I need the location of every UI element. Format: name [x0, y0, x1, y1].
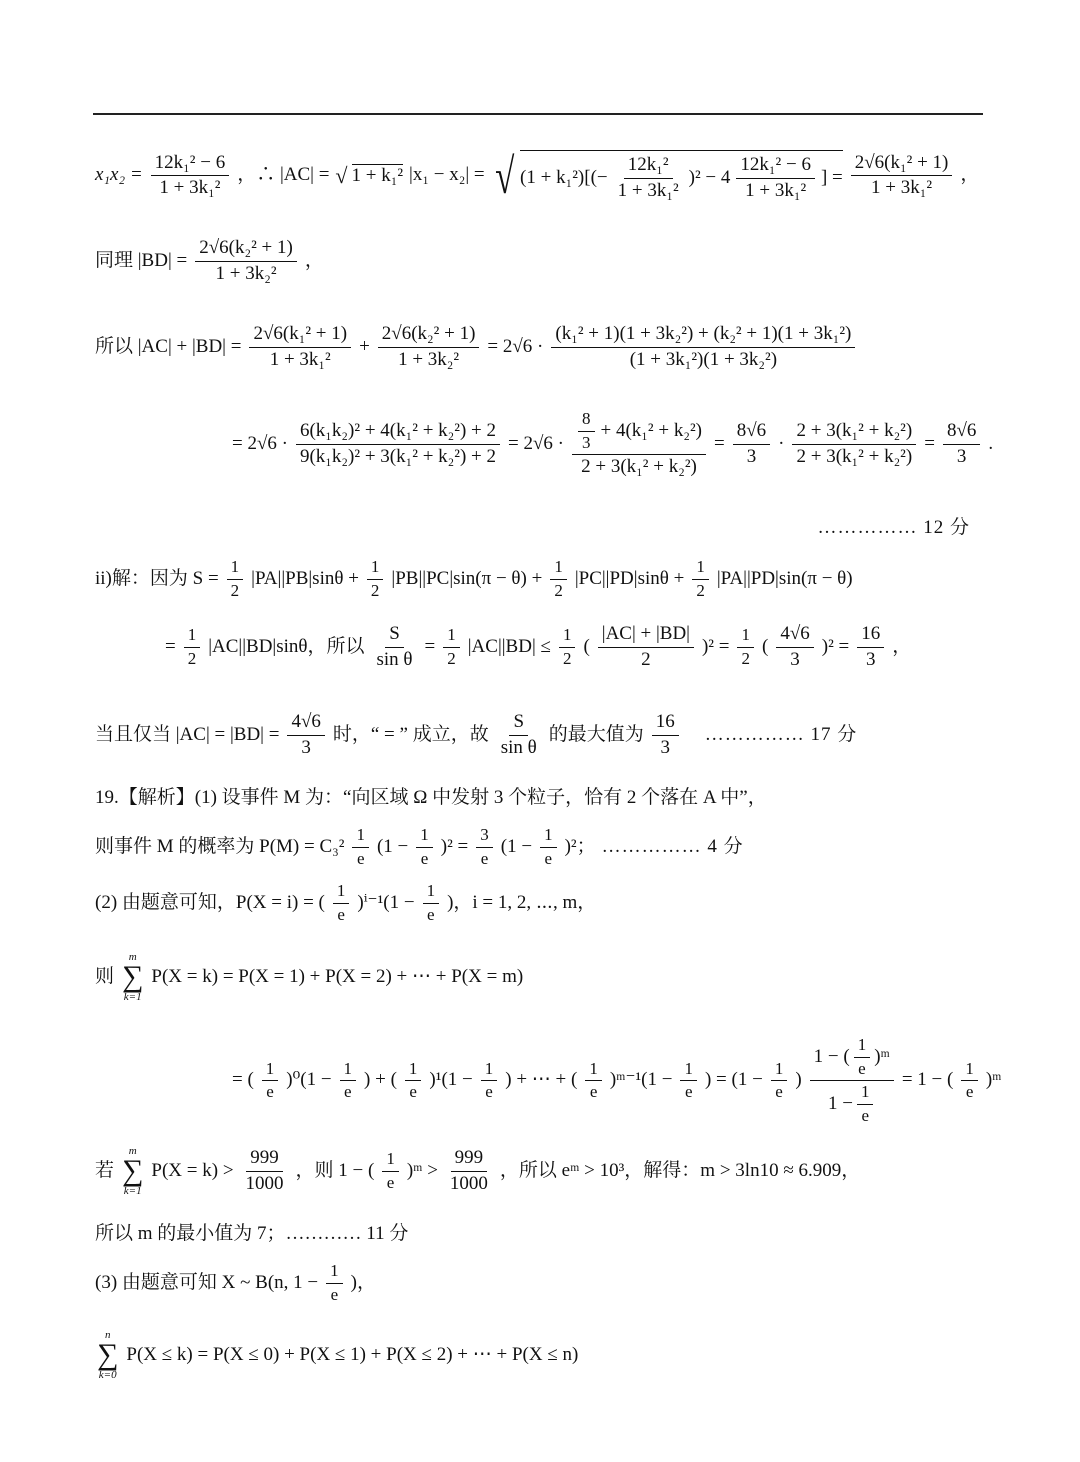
eq-geometric-sum: = ( $\frac{1}{e}$ )⁰(1 − $\frac{1}{e}$ ) + ( $\frac{1}{e}$ )¹(1 − $\frac{1}{e}$ ) + ⋯ + ( $\frac{1}{e}$ )ᵐ⁻¹(1 − $\frac{1}{e}$ ) = (1 − $\frac{1}{e}$ ) 1 − ( $\frac{1}{e}$ )ᵐ 1 − $\frac{1}{e}$ = 1 − ( $\frac{1}{e}$ )ᵐ — [232, 1035, 1002, 1126]
fraction: 1 − ( $\frac{1}{e}$ )ᵐ 1 − $\frac{1}{e}$ — [810, 1036, 894, 1126]
fraction: $\frac{999}{1000}$ — [449, 1146, 488, 1194]
eq-x1x2-and-ac: x₁x₂ = $\frac{\text{12k₁² − 6}}{\text{1 + 3k₁²}}$ ，∴ |AC| = √ 1 + k₁² |x₁ − x₂| = √ (1 + k₁²)[(− $\frac{\text{12k₁²}}{\text{1 + 3k₁²}}$ )² − 4 $\frac{\text{12k₁² − 6}}{\text{1 + 3k₁²}}$ ] = $\frac{\text{2√6(k₁² + 1)}}{\text{1 + 3k₁²}}$ ， — [95, 147, 980, 204]
fraction: $\frac{1}{e}$ — [382, 1150, 399, 1192]
fraction: $\frac{1}{e}$ — [416, 826, 433, 868]
fraction: $\frac{4√6}{3}$ — [287, 712, 324, 759]
fraction: $\frac{1}{e}$ — [352, 826, 369, 868]
fraction: $\frac{\text{12k₁² − 6}}{\text{1 + 3k₁²}}$ — [736, 155, 815, 202]
fraction: $\frac{1}{e}$ — [333, 882, 350, 924]
fraction: $\frac{\text{12k₁² − 6}}{\text{1 + 3k₁²}}$ — [151, 153, 230, 200]
eq-text: x₁x₂ = — [95, 164, 143, 186]
fraction: $\frac{\text{2√6(k₂² + 1)}}{\text{1 + 3k₂²}}$ — [195, 238, 297, 285]
fraction: $\frac{1}{e}$ — [857, 1083, 874, 1125]
eq-simplification: = 2√6 · $\frac{\text{6(k₁k₂)² + 4(k₁² + k₂²) + 2}}{\text{9(k₁k₂)² + 3(k₁² + k₂²) + 2}}$ = 2√6 · $\frac{8}{3}$ + 4(k₁² + k₂²) 2 + 3(k₁² + k₂²) = $\frac{8√6}{3}$ · $\frac{\text{2 + 3(k₁² + k₂²)}}{\text{2 + 3(k₁² + k₂²)}}$ = $\frac{8√6}{3}$ . — [232, 409, 994, 478]
sum-icon: m ∑ k=1 — [122, 1145, 144, 1197]
fraction: $\frac{4√6}{3}$ — [776, 624, 813, 671]
fraction: $\frac{8}{3}$ + 4(k₁² + k₂²) 2 + 3(k₁² + k₂²) — [572, 410, 706, 478]
eq-ac-plus-bd: 所以 |AC| + |BD| = $\frac{\text{2√6(k₁² + 1)}}{\text{1 + 3k₁²}}$ + $\frac{\text{2√6(k₂² + 1)}}{\text{1 + 3k₂²}}$ = 2√6 · $\frac{\text{(k₁² + 1)(1 + 3k₂²) + (k₂² + 1)(1 + 3k₁²)}}{\text{(1 + 3k₁²)(1 + 3k₂²)}}$ — [95, 324, 857, 371]
q19-part1-heading: 19.【解析】(1) 设事件 M 为：“向区域 Ω 中发射 3 个粒子，恰有 2 个落在 A 中”， — [95, 787, 767, 808]
eq-cumulative-sum: n ∑ k=0 P(X ≤ k) = P(X ≤ 0) + P(X ≤ 1) + P(X ≤ 2) + ⋯ + P(X ≤ n) — [97, 1329, 579, 1381]
score-12: …………… 12 分 — [817, 517, 970, 538]
radicand: 1 + k₁² — [351, 165, 404, 187]
radicand: (1 + k₁²)[(− $\frac{\text{12k₁²}}{\text{1 + 3k₁²}}$ )² − 4 $\frac{\text{12k₁² − 6}}{\text{1 + 3k₁²}}$ ] = — [520, 150, 843, 202]
fraction: $\frac{1}{e}$ — [961, 1060, 978, 1102]
fraction: $\frac{1}{e}$ — [326, 1262, 343, 1304]
fraction: $\frac{1}{e}$ — [340, 1060, 357, 1102]
fraction: $\frac{|AC| + |BD|}{2}$ — [598, 624, 694, 671]
header-rule — [93, 113, 983, 115]
fraction: $\frac{\text{(k₁² + 1)(1 + 3k₂²) + (k₂² + 1)(1 + 3k₁²)}}{\text{(1 + 3k₁²)(1 + 3k₂²)}}$ — [551, 324, 855, 371]
fraction: $\frac{1}{2}$ — [443, 626, 460, 668]
fraction: $\frac{16}{3}$ — [857, 624, 884, 671]
fraction: $\frac{1}{e}$ — [262, 1060, 279, 1102]
score-17: …………… 17 分 — [704, 723, 858, 745]
sqrt-icon: √ — [335, 162, 348, 188]
fraction: $\frac{1}{2}$ — [692, 558, 709, 600]
eq-bd: 同理 |BD| = $\frac{\text{2√6(k₂² + 1)}}{\text{1 + 3k₂²}}$ ， — [95, 237, 324, 284]
eq-px-i: (2) 由题意可知，P(X = i) = ( $\frac{1}{e}$ )ⁱ⁻¹(1 − $\frac{1}{e}$ )，i = 1, 2, ⋯, m， — [95, 881, 597, 924]
fraction: $\frac{1}{2}$ — [367, 558, 384, 600]
fraction: $\frac{1}{e}$ — [771, 1060, 788, 1102]
sum-icon: m ∑ k=1 — [122, 951, 144, 1003]
eq-sum-def: 则 m ∑ k=1 P(X = k) = P(X = 1) + P(X = 2) + ⋯ + P(X = m) — [95, 951, 524, 1003]
fraction: $\frac{\text{2 + 3(k₁² + k₂²)}}{\text{2 + 3(k₁² + k₂²)}}$ — [792, 421, 916, 468]
fraction: $\frac{\text{2√6(k₁² + 1)}}{\text{1 + 3k₁²}}$ — [851, 153, 953, 200]
fraction: $\frac{\text{2√6(k₂² + 1)}}{\text{1 + 3k₂²}}$ — [378, 324, 480, 371]
fraction: $\frac{16}{3}$ — [652, 712, 679, 759]
fraction: $\frac{1}{e}$ — [585, 1060, 602, 1102]
fraction: $\frac{1}{2}$ — [184, 626, 201, 668]
fraction: $\frac{1}{2}$ — [227, 558, 244, 600]
fraction: $\frac{3}{e}$ — [476, 826, 493, 868]
eq-text: ，∴ |AC| = — [237, 164, 330, 186]
fraction: $\frac{1}{e}$ — [481, 1060, 498, 1102]
fraction: $\frac{1}{e}$ — [405, 1060, 422, 1102]
eq-text: 同理 |BD| = — [95, 249, 188, 271]
eq-text: 所以 |AC| + |BD| = — [95, 335, 242, 357]
fraction: $\frac{1}{2}$ — [737, 626, 754, 668]
eq-text: |x₁ − x₂| = — [409, 164, 485, 186]
fraction: $\frac{\text{12k₁²}}{\text{1 + 3k₁²}}$ — [617, 154, 679, 201]
fraction: $\frac{\text{6(k₁k₂)² + 4(k₁² + k₂²) + 2}}{\text{9(k₁k₂)² + 3(k₁² + k₂²) + 2}}$ — [296, 421, 500, 468]
fraction: $\frac{S}{\text{sin θ}}$ — [500, 711, 537, 758]
min-m-line: 所以 m 的最小值为 7；………… 11 分 — [95, 1223, 409, 1244]
eq-area-s: ii)解：因为 S = $\frac{1}{2}$ |PA||PB|sinθ + $\frac{1}{2}$ |PB||PC|sin(π − θ) + $\frac{1}{2}$ |PC||PD|sinθ + $\frac{1}{2}$ |PA||PD|sin(π − θ) — [95, 557, 853, 600]
big-sqrt-icon: √ — [494, 147, 514, 204]
eq-area-bound: = $\frac{1}{2}$ |AC||BD|sinθ，所以 $\frac{S}{\text{sin θ}}$ = $\frac{1}{2}$ |AC||BD| ≤ $\frac{1}{2}$ ( $\frac{|AC| + |BD|}{2}$ )² = $\frac{1}{2}$ ( $\frac{4√6}{3}$ )² = $\frac{16}{3}$ ， — [165, 623, 912, 670]
fraction: $\frac{1}{2}$ — [559, 626, 576, 668]
score-4: …………… 4 分 — [601, 835, 744, 857]
fraction: $\frac{1}{2}$ — [550, 558, 567, 600]
fraction: $\frac{8√6}{3}$ — [943, 421, 980, 468]
fraction: $\frac{1}{e}$ — [680, 1060, 697, 1102]
fraction: $\frac{8√6}{3}$ — [733, 421, 770, 468]
fraction: $\frac{8}{3}$ — [578, 410, 595, 452]
eq-inequality: 若 m ∑ k=1 P(X = k) > $\frac{999}{1000}$ ，则 1 − ( $\frac{1}{e}$ )ᵐ > $\frac{999}{1000}$ ，所以 eᵐ > 10³，解得：m > 3ln10 ≈ 6.909， — [95, 1145, 861, 1197]
fraction: $\frac{\text{2√6(k₁² + 1)}}{\text{1 + 3k₁²}}$ — [249, 324, 351, 371]
fraction: $\frac{999}{1000}$ — [245, 1146, 284, 1194]
part3-binomial: (3) 由题意可知 X ~ B(n, 1 − $\frac{1}{e}$ )， — [95, 1261, 376, 1304]
sum-icon: n ∑ k=0 — [97, 1329, 119, 1381]
fraction: $\frac{1}{e}$ — [423, 882, 440, 924]
eq-pm: 则事件 M 的概率为 P(M) = C₃² $\frac{1}{e}$ (1 − $\frac{1}{e}$ )² = $\frac{3}{e}$ (1 − $\frac{1}{e}$ )²； …………… 4 分 — [95, 825, 744, 868]
fraction: $\frac{S}{\text{sin θ}}$ — [376, 623, 413, 670]
fraction: $\frac{1}{e}$ — [540, 826, 557, 868]
fraction: $\frac{1}{e}$ — [854, 1036, 871, 1078]
eq-max-value: 当且仅当 |AC| = |BD| = $\frac{4√6}{3}$ 时，“ = ” 成立，故 $\frac{S}{\text{sin θ}}$ 的最大值为 $\frac{16}{3}$ …………… 17 分 — [95, 711, 858, 758]
